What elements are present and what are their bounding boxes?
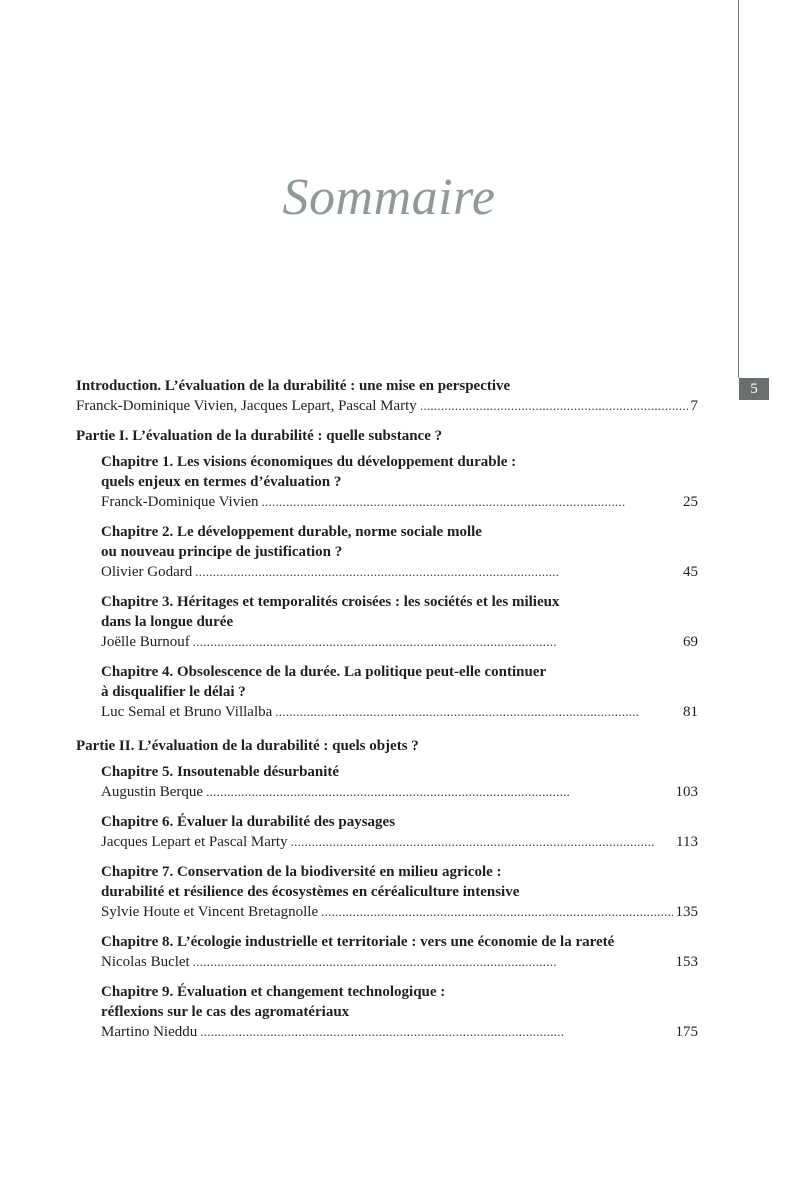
toc-chapter — [101, 932, 698, 972]
table-of-contents — [76, 376, 698, 1052]
chapter-author-line — [101, 902, 698, 922]
chapter-author: Augustin Berque — [101, 784, 204, 800]
intro-title: Introduction. L’évaluation de la durabilité : une mise en perspective — [76, 378, 511, 394]
intro-author-line — [76, 396, 698, 416]
page-title: Sommaire — [282, 169, 496, 226]
dot-leader — [275, 702, 680, 722]
chapter-author-line — [101, 562, 698, 582]
chapter-author: Sylvie Houte et Vincent Bretagnolle — [101, 904, 319, 920]
chapter-title-line: Chapitre 6. Évaluer la durabilité des paysages — [101, 814, 396, 830]
chapter-title-line: dans la longue durée — [101, 614, 234, 630]
chapter-page: 175 — [675, 1024, 698, 1040]
chapter-title-line: Chapitre 2. Le développement durable, norme sociale molle — [101, 524, 482, 540]
chapter-title-line: durabilité et résilience des écosystèmes en céréaliculture intensive — [101, 884, 520, 900]
chapter-author-line — [101, 782, 698, 802]
toc-chapter — [101, 762, 698, 802]
chapter-title-line: Chapitre 8. L’écologie industrielle et territoriale : vers une économie de la rareté — [101, 934, 615, 950]
dot-leader — [193, 632, 680, 652]
toc-chapter — [101, 982, 698, 1042]
chapter-author: Luc Semal et Bruno Villalba — [101, 704, 273, 720]
chapter-title-line: quels enjeux en termes d’évaluation ? — [101, 474, 342, 490]
chapter-author: Martino Nieddu — [101, 1024, 198, 1040]
chapter-page: 135 — [675, 904, 698, 920]
toc-chapter — [101, 812, 698, 852]
chapter-author-line — [101, 1022, 698, 1042]
chapter-author-line — [101, 702, 698, 722]
dot-leader — [262, 492, 680, 512]
dot-leader — [291, 832, 673, 852]
chapter-author-line — [101, 492, 698, 512]
chapter-author: Jacques Lepart et Pascal Marty — [101, 834, 288, 850]
chapter-title-line: Chapitre 3. Héritages et temporalités croisées : les sociétés et les milieux — [101, 594, 560, 610]
toc-chapter — [101, 862, 698, 922]
chapter-author: Nicolas Buclet — [101, 954, 190, 970]
chapter-author: Olivier Godard — [101, 564, 193, 580]
chapter-title-line: Chapitre 9. Évaluation et changement technologique : — [101, 984, 446, 1000]
chapter-author-line — [101, 632, 698, 652]
chapter-title-line: Chapitre 1. Les visions économiques du développement durable : — [101, 454, 517, 470]
chapter-author-line — [101, 832, 698, 852]
chapter-page: 103 — [675, 784, 698, 800]
dot-leader — [193, 952, 673, 972]
intro-authors: Franck-Dominique Vivien, Jacques Lepart, Pascal Marty — [76, 398, 417, 414]
page-number: 5 — [739, 378, 769, 400]
dot-leader — [200, 1022, 672, 1042]
dot-leader — [321, 902, 672, 922]
chapter-page: 153 — [675, 954, 698, 970]
chapter-title-line: Chapitre 7. Conservation de la biodiversité en milieu agricole : — [101, 864, 502, 880]
part-title: Partie I. L’évaluation de la durabilité : quelle substance ? — [76, 428, 443, 444]
chapter-title-line: réflexions sur le cas des agromatériaux — [101, 1004, 350, 1020]
chapter-title-line: à disqualifier le délai ? — [101, 684, 246, 700]
chapter-title-line: Chapitre 4. Obsolescence de la durée. La politique peut-elle continuer — [101, 664, 547, 680]
toc-chapter — [101, 522, 698, 582]
chapter-title-line: Chapitre 5. Insoutenable désurbanité — [101, 764, 340, 780]
chapter-page: 45 — [683, 564, 698, 580]
toc-chapter — [101, 452, 698, 512]
chapter-page: 25 — [683, 494, 698, 510]
chapter-title-line: ou nouveau principe de justification ? — [101, 544, 343, 560]
toc-intro — [76, 376, 698, 416]
chapter-author: Joëlle Burnouf — [101, 634, 190, 650]
dot-leader — [206, 782, 672, 802]
toc-chapter — [101, 662, 698, 722]
dot-leader — [195, 562, 680, 582]
chapter-page: 113 — [676, 834, 698, 850]
chapter-author: Franck-Dominique Vivien — [101, 494, 259, 510]
part-title: Partie II. L’évaluation de la durabilité : quels objets ? — [76, 738, 419, 754]
chapter-author-line — [101, 952, 698, 972]
chapter-page: 81 — [683, 704, 698, 720]
chapter-page: 69 — [683, 634, 698, 650]
toc-chapter — [101, 592, 698, 652]
dot-leader — [420, 396, 688, 416]
intro-page: 7 — [690, 398, 698, 414]
